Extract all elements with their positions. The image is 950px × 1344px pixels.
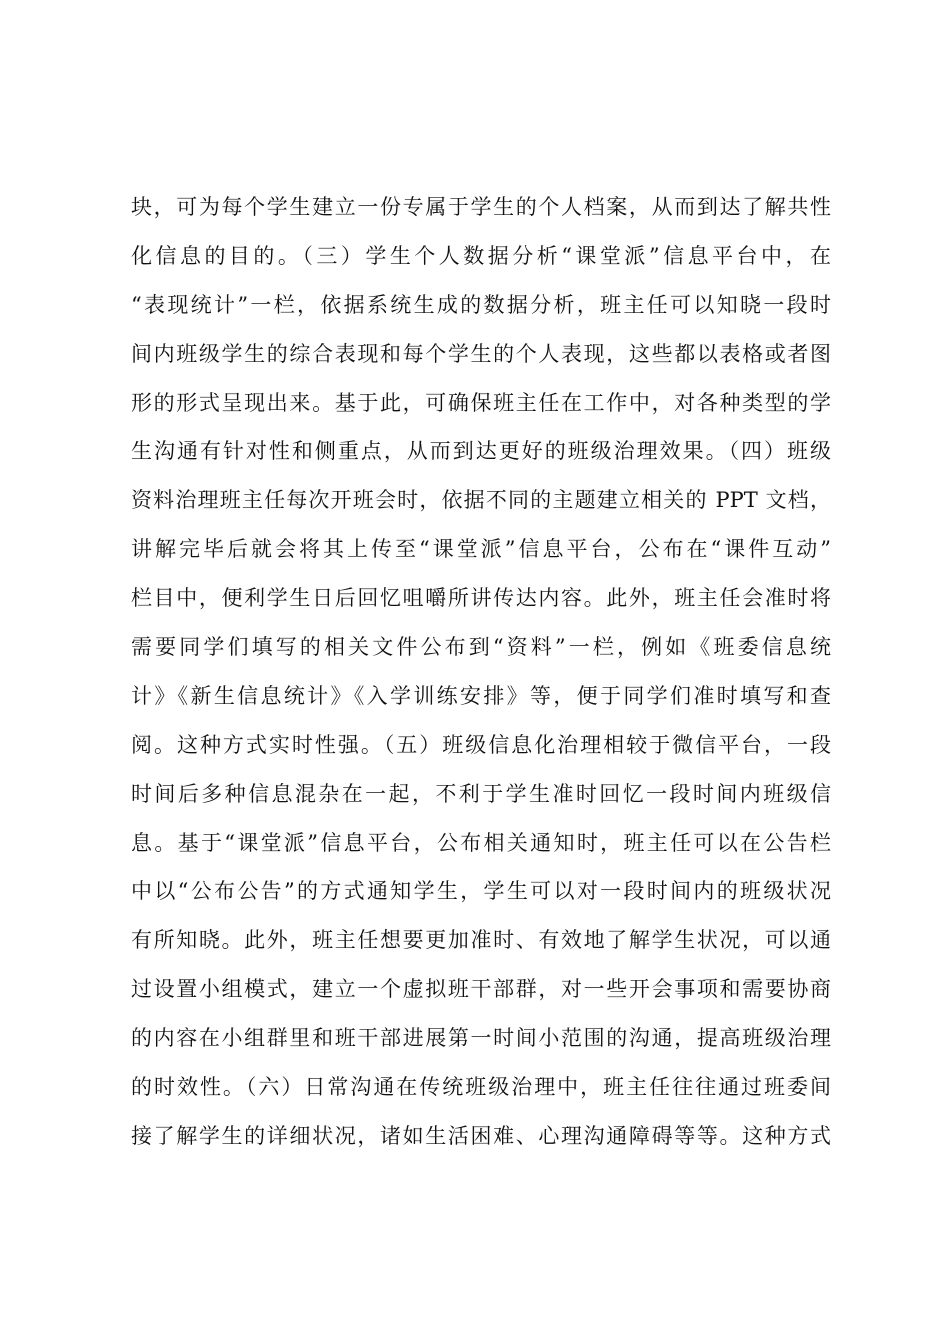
body-paragraph — [131, 183, 831, 1161]
text-line: 的内容在小组群里和班干部进展第一时间小范围的沟通，提高班级治理 — [131, 1026, 831, 1051]
text-line: 资料治理班主任每次开班会时，依据不同的主题建立相关的 PPT 文档， — [131, 488, 831, 513]
text-line: 的时效性。（六）日常沟通在传统班级治理中，班主任往往通过班委间 — [131, 1075, 831, 1100]
text-line: 讲解完毕后就会将其上传至“课堂派”信息平台，公布在“课件互动” — [131, 537, 831, 562]
text-line: 阅。这种方式实时性强。（五）班级信息化治理相较于微信平台，一段 — [131, 732, 831, 757]
text-line: 形的形式呈现出来。基于此，可确保班主任在工作中，对各种类型的学 — [131, 390, 831, 415]
text-line: 中以“公布公告”的方式通知学生，学生可以对一段时间内的班级状况 — [131, 879, 831, 904]
text-line: 时间后多种信息混杂在一起，不利于学生准时回忆一段时间内班级信 — [131, 781, 831, 806]
text-line: 栏目中，便利学生日后回忆咀嚼所讲传达内容。此外，班主任会准时将 — [131, 586, 831, 611]
text-line: 接了解学生的详细状况，诸如生活困难、心理沟通障碍等等。这种方式 — [131, 1123, 831, 1148]
text-line: 块，可为每个学生建立一份专属于学生的个人档案，从而到达了解共性 — [131, 195, 831, 219]
text-line: 生沟通有针对性和侧重点，从而到达更好的班级治理效果。（四）班级 — [131, 439, 831, 464]
text-line: 息。基于“课堂派”信息平台，公布相关通知时，班主任可以在公告栏 — [131, 830, 831, 855]
text-line: “表现统计”一栏，依据系统生成的数据分析，班主任可以知晓一段时 — [131, 292, 831, 317]
text-line: 计》《新生信息统计》《入学训练安排》等，便于同学们准时填写和查 — [131, 683, 831, 708]
text-line: 有所知晓。此外，班主任想要更加准时、有效地了解学生状况，可以通 — [131, 928, 831, 953]
text-line: 需要同学们填写的相关文件公布到“资料”一栏，例如《班委信息统 — [131, 635, 831, 660]
text-line: 间内班级学生的综合表现和每个学生的个人表现，这些都以表格或者图 — [131, 341, 831, 366]
text-line: 化信息的目的。（三）学生个人数据分析“课堂派”信息平台中，在 — [131, 243, 831, 268]
text-line: 过设置小组模式，建立一个虚拟班干部群，对一些开会事项和需要协商 — [131, 977, 831, 1002]
